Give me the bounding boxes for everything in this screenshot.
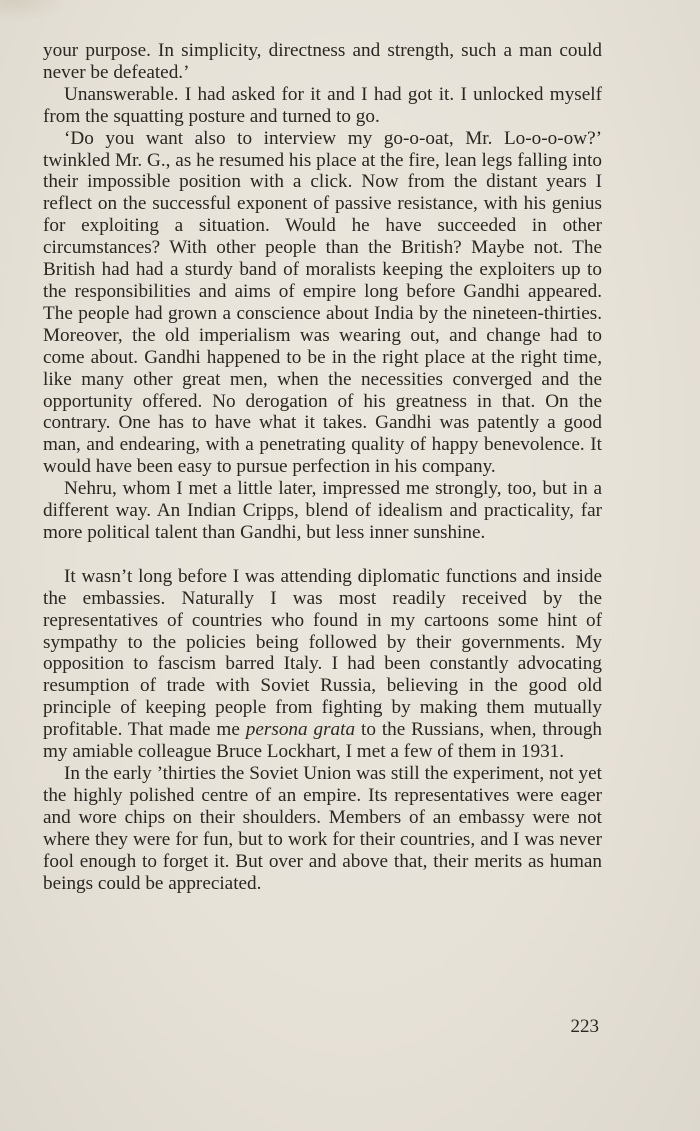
paragraph-2: Unanswerable. I had asked for it and I had got it. I unlocked myself from the squatting posture and turned to go. — [43, 83, 602, 127]
paragraph-5-text-b: to the Russians, when, through my amiable colleague Bruce Lockhart, I met a few of them in 1931. — [43, 719, 603, 763]
body-text — [43, 40, 602, 894]
paragraph-1: your purpose. In simplicity, directness and strength, such a man could never be defeated.’ — [43, 40, 602, 83]
paragraph-5 — [43, 566, 602, 763]
page-smudge — [0, 0, 70, 22]
section-break — [43, 544, 602, 566]
page-number: 223 — [570, 1016, 599, 1037]
paragraph-6: In the early ’thirties the Soviet Union was still the experiment, not yet the highly polished centre of an empire. Its representatives were eager and wore chips on their shoulders. Members of an embassy were not where they were for fun, but to work for their countries, and I was never fool enough to forget it. But over and above that, their merits as human beings could be appreciated. — [43, 763, 602, 894]
paragraph-4: Nehru, whom I met a little later, impressed me strongly, too, but in a different way. An Indian Cripps, blend of idealism and practicality, far more political talent than Gandhi, but less inner sunshine. — [43, 478, 602, 543]
paragraph-3: ‘Do you want also to interview my go-o-oat, Mr. Lo-o-o-ow?’ twinkled Mr. G., as he resumed his place at the fire, lean legs falling into their impossible position with a click. Now from the distant years I reflect on the successful exponent of passive resistance, with his genius for exploiting a situation. Would he have succeeded in other circumstances? With other people than the British? Maybe not. The British had had a sturdy band of moralists keeping the exploiters up to the responsibilities and aims of empire long before Gandhi appeared. The people had grown a conscience about India by the nineteen-thirties. Moreover, the old imperialism was wearing out, and change had to come about. Gandhi happened to be in the right place at the right time, like many other great men, when the necessities converged and the opportunity offered. No derogation of his greatness in that. On the contrary. One has to have what it takes. Gandhi was patently a good man, and endearing, with a penetrating quality of happy benevolence. It would have been easy to pursue perfection in his company. — [43, 127, 602, 478]
paragraph-5-text-a: It wasn’t long before I was attending diplomatic functions and inside the embassies. Naturally I was most readily received by the representatives of countries who found in my cartoons some hint of sympathy to the policies being followed by their governments. My opposition to fascism barred Italy. I had been constantly advocating resumption of trade with Soviet Russia, believing in the good old principle of keeping people from fighting by making them mutually profitable. That made me — [43, 565, 602, 741]
italic-phrase: persona grata — [245, 719, 356, 741]
